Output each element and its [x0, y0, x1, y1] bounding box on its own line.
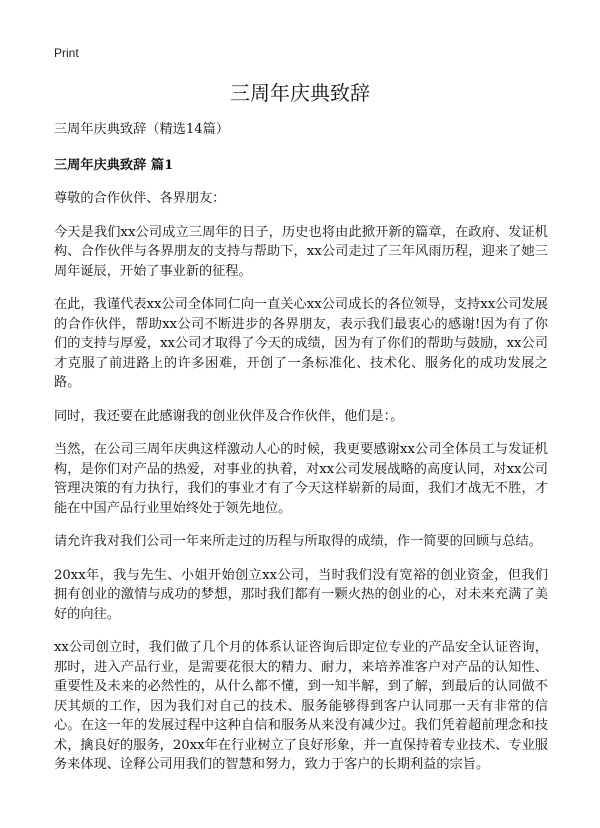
body-paragraph: 20xx年，我与先生、小姐开始创立xx公司，当时我们没有宽裕的创业资金，但我们拥有创业的激情与成功的梦想，那时我们都有一颗火热的创业的心，对未来充满了美好的向往。 [54, 567, 548, 622]
document-subtitle: 三周年庆典致辞（精选14篇） [54, 122, 230, 137]
body-paragraph: 今天是我们xx公司成立三周年的日子，历史也将由此掀开新的篇章，在政府、发证机构、合作伙伴与各界朋友的支持与帮助下，xx公司走过了三年风雨历程，迎来了她三周年诞辰，开始了事业新的征程。 [54, 224, 548, 279]
body-paragraph: 请允许我对我们公司一年来所走过的历程与所取得的成绩，作一简要的回顾与总结。 [54, 534, 542, 549]
section-heading: 三周年庆典致辞 篇1 [54, 157, 174, 173]
body-paragraph: 在此，我谨代表xx公司全体同仁向一直关心xx公司成长的各位领导，支持xx公司发展的合作伙伴，帮助xx公司不断进步的各界朋友，表示我们最衷心的感谢!因为有了你们的支持与厚爱，xx公司才取得了今天的成绩，因为有了你们的帮助与鼓励，xx公司才克服了前进路上的许多困难，开创了一条标准化、技术化、服务化的成功发展之路。 [54, 297, 548, 390]
body-paragraph: xx公司创立时，我们做了几个月的体系认证咨询后即定位专业的产品安全认证咨询，那时，进入产品行业，是需要花很大的精力、耐力，来培养准客户对产品的认知性、重要性及未来的必然性的，从什么都不懂，到一知半解，到了解，到最后的认同做不厌其烦的工作，因为我们对自己的技术、服务能够得到客户认同那一天有非常的信心。在这一年的发展过程中这种自信和服务从来没有减少过。我们凭着超前理念和技术，擒良好的服务，20xx年在行业树立了良好形象，并一直保持着专业技术、专业服务来体现、诠释公司用我们的智慧和努力，致力于客户的长期利益的宗旨。 [54, 640, 548, 772]
document-body [54, 120, 548, 789]
document-title: 三周年庆典致辞 [230, 81, 370, 105]
body-paragraph: 同时，我还要在此感谢我的创业伙伴及合作伙伴，他们是：。 [54, 408, 404, 424]
print-link[interactable]: Print [54, 46, 79, 60]
salutation-paragraph: 尊敬的合作伙伴、各界朋友： [54, 191, 226, 206]
body-paragraph: 当然，在公司三周年庆典这样激动人心的时候，我更要感谢xx公司全体员工与发证机构，是你们对产品的热爱，对事业的执着，对xx公司发展战略的高度认同，对xx公司管理决策的有力执行，我们的事业才有了今天这样崭新的局面，我们才战无不胜，才能在中国产品行业里始终处于领先地位。 [54, 442, 548, 516]
